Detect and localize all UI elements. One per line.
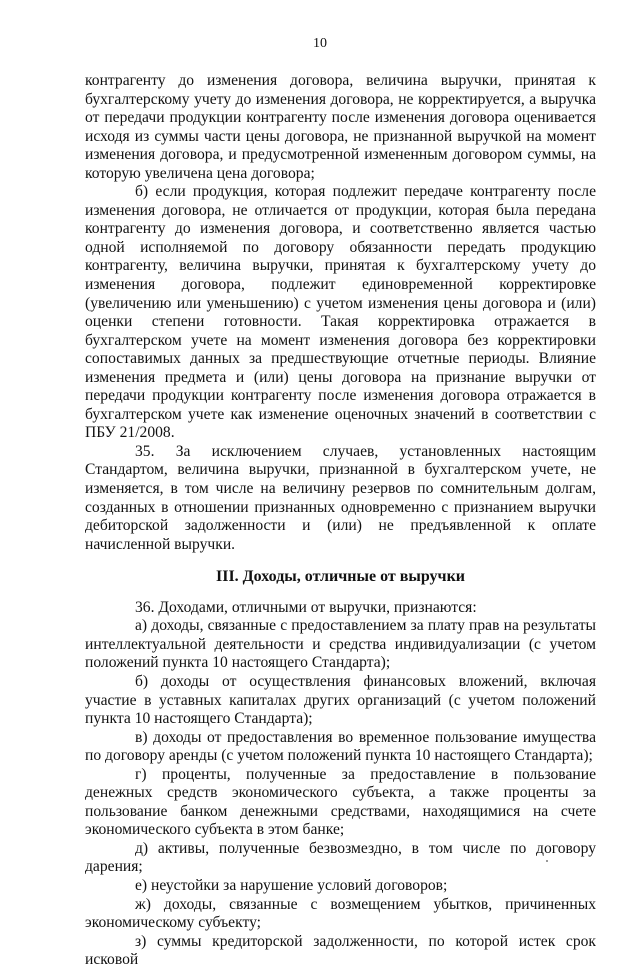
list-item-b: б) доходы от осуществления финансовых вложений, включая участие в уставных капиталах других организаций (с учетом положений пункта 10 настоящего Стандарта); <box>85 672 596 728</box>
paragraph-item-b: б) если продукция, которая подлежит передаче контрагенту после изменения договора, не отличается от продукции, которая была передана контрагенту до изменения договора, и соответственно является частью одной исполняемой по договору обязанности передать продукцию контрагенту, величина выручки, принятая к бухгалтерскому учету до изменения договора, подлежит единовременной корректировке (увеличению или уменьшению) с учетом изменения цены договора и (или) оценки степени готовности. Такая корректировка отражается в бухгалтерском учете на момент изменения договора без корректировки сопоставимых данных за предшествующие отчетные периоды. Влияние изменения предмета и (или) цены договора на признание выручки от передачи продукции контрагенту после изменения договора отражается в бухгалтерском учете как изменение оценочных значений в соответствии с ПБУ 21/2008. <box>85 183 596 442</box>
list-item-a: а) доходы, связанные с предоставлением за плату прав на результаты интеллектуальной деятельности и средства индивидуализации (с учетом положений пункта 10 настоящего Стандарта); <box>85 617 596 672</box>
list-item-d: д) активы, полученные безвозмездно, в том числе по договору дарения; <box>85 839 596 876</box>
paragraph-clause-36: 36. Доходами, отличными от выручки, признаются: <box>135 598 477 616</box>
list-item-v: в) доходы от предоставления во временное пользование имущества по договору аренды (с учетом положений пункта 10 настоящего Стандарта); <box>85 728 596 765</box>
list-item-z: з) суммы кредиторской задолженности, по которой истек срок исковой <box>85 932 596 969</box>
section-heading: III. Доходы, отличные от выручки <box>215 568 465 586</box>
list-item-zh: ж) доходы, связанные с возмещением убытков, причиненных экономическому субъекту; <box>85 895 596 932</box>
paragraph-clause-35: 35. За исключением случаев, установленных настоящим Стандартом, величина выручки, признанной в бухгалтерском учете, не изменяется, в том числе на величину резервов по сомнительным долгам, созданных в отношении признанных одновременно с признанием выручки дебиторской задолженности и (или) не предъявленной к оплате начисленной выручки. <box>85 442 596 553</box>
scan-speck <box>546 860 548 862</box>
page-number: 10 <box>313 36 327 51</box>
list-item-g: г) проценты, полученные за предоставление в пользование денежных средств экономического субъекта, а также проценты за пользование банком денежными средствами, находящимися на счете экономического субъекта в этом банке; <box>85 765 596 839</box>
paragraph-continuation: контрагенту до изменения договора, величина выручки, принятая к бухгалтерскому учету до изменения договора, не корректируется, а выручка от передачи продукции контрагенту после изменения договора оценивается исходя из суммы части цены договора, не признанной выручкой на момент изменения договора, и предусмотренной измененным договором суммы, на которую увеличена цена договора; <box>85 72 596 182</box>
list-item-e: е) неустойки за нарушение условий договоров; <box>135 876 448 894</box>
document-body <box>85 72 596 970</box>
